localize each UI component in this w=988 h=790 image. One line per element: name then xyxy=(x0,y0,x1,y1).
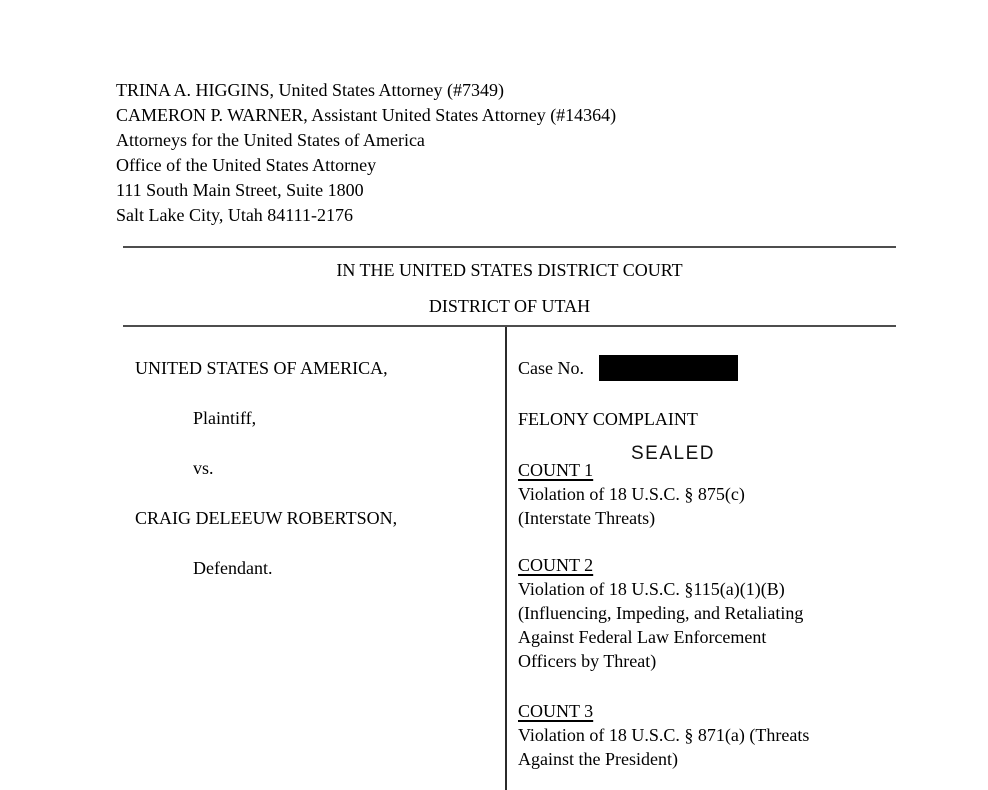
count-2-line: Against Federal Law Enforcement xyxy=(518,627,767,647)
count-1-line: (Interstate Threats) xyxy=(518,508,656,528)
attorney-line: Attorneys for the United States of America xyxy=(116,130,425,150)
caption-charges-column xyxy=(518,355,893,771)
horizontal-rule-top xyxy=(123,246,896,248)
horizontal-rule-bottom xyxy=(123,325,896,327)
count-2-line: Officers by Threat) xyxy=(518,651,657,671)
attorney-line: Office of the United States Attorney xyxy=(116,155,377,175)
case-number-row xyxy=(518,355,893,381)
count-2-line: (Influencing, Impeding, and Retaliating xyxy=(518,603,804,623)
attorney-line: TRINA A. HIGGINS, United States Attorney (#7349) xyxy=(116,80,504,100)
caption-vertical-divider xyxy=(505,327,507,790)
complaint-type: FELONY COMPLAINT xyxy=(518,409,698,429)
defendant-role: Defendant. xyxy=(193,558,273,578)
redacted-case-number xyxy=(599,355,738,381)
count-2-heading: COUNT 2 xyxy=(518,555,594,575)
attorney-info-block xyxy=(116,78,616,228)
count-1-heading: COUNT 1 xyxy=(518,460,594,480)
count-1-block xyxy=(518,458,893,530)
versus-label: vs. xyxy=(193,458,214,478)
count-1-line: Violation of 18 U.S.C. § 875(c) xyxy=(518,484,745,504)
district-name: DISTRICT OF UTAH xyxy=(428,296,591,316)
count-3-line: Against the President) xyxy=(518,749,678,769)
plaintiff-role: Plaintiff, xyxy=(193,408,257,428)
defendant-name: CRAIG DELEEUW ROBERTSON, xyxy=(135,508,398,528)
caption-parties-column xyxy=(135,356,485,581)
plaintiff-name: UNITED STATES OF AMERICA, xyxy=(135,358,388,378)
count-2-line: Violation of 18 U.S.C. §115(a)(1)(B) xyxy=(518,579,785,599)
sealed-stamp: SEALED xyxy=(631,443,715,464)
attorney-line: CAMERON P. WARNER, Assistant United States Attorney (#14364) xyxy=(116,105,617,125)
attorney-line: 111 South Main Street, Suite 1800 xyxy=(116,180,364,200)
count-3-heading: COUNT 3 xyxy=(518,701,594,721)
count-3-block xyxy=(518,699,893,771)
case-number-label: Case No. xyxy=(518,358,584,378)
court-heading xyxy=(123,258,896,319)
count-3-line: Violation of 18 U.S.C. § 871(a) (Threats xyxy=(518,725,810,745)
attorney-line: Salt Lake City, Utah 84111-2176 xyxy=(116,205,353,225)
court-name: IN THE UNITED STATES DISTRICT COURT xyxy=(336,260,683,280)
count-2-block xyxy=(518,553,893,673)
